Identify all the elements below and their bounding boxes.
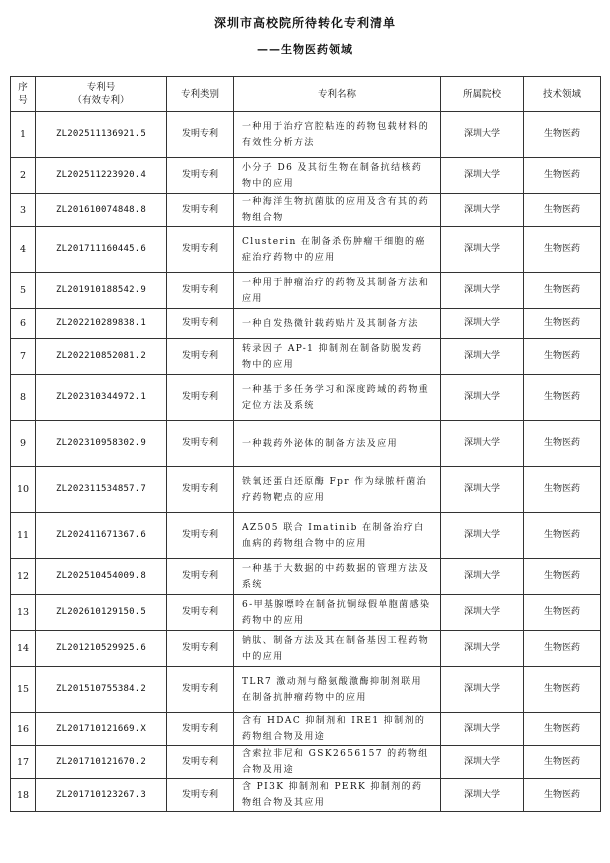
row-patent-no: ZL202411671367.6 bbox=[36, 513, 167, 559]
row-category: 发明专利 bbox=[167, 158, 234, 194]
row-field: 生物医药 bbox=[524, 194, 601, 227]
row-patent-no: ZL202310958302.9 bbox=[36, 421, 167, 467]
row-category: 发明专利 bbox=[167, 746, 234, 779]
row-seq: 7 bbox=[11, 339, 36, 375]
row-patent-name: Clusterin 在制备杀伤肿瘤干细胞的癌症治疗药物中的应用 bbox=[234, 227, 441, 273]
row-seq: 10 bbox=[11, 467, 36, 513]
table-header-row bbox=[11, 77, 601, 112]
row-patent-no: ZL202210289838.1 bbox=[36, 309, 167, 339]
row-institution: 深圳大学 bbox=[441, 667, 524, 713]
row-seq: 16 bbox=[11, 713, 36, 746]
row-institution: 深圳大学 bbox=[441, 227, 524, 273]
row-field: 生物医药 bbox=[524, 112, 601, 158]
row-patent-no: ZL201710121669.X bbox=[36, 713, 167, 746]
row-field: 生物医药 bbox=[524, 667, 601, 713]
row-seq: 5 bbox=[11, 273, 36, 309]
row-field: 生物医药 bbox=[524, 273, 601, 309]
row-institution: 深圳大学 bbox=[441, 779, 524, 812]
row-patent-name: AZ505 联合 Imatinib 在制备治疗白血病的药物组合物中的应用 bbox=[234, 513, 441, 559]
row-seq: 18 bbox=[11, 779, 36, 812]
row-seq: 15 bbox=[11, 667, 36, 713]
table-row bbox=[11, 559, 601, 595]
table-row bbox=[11, 227, 601, 273]
row-patent-name: TLR7 激动剂与酪氨酸激酶抑制剂联用在制备抗肿瘤药物中的应用 bbox=[234, 667, 441, 713]
table-row bbox=[11, 112, 601, 158]
row-category: 发明专利 bbox=[167, 375, 234, 421]
row-patent-no: ZL201710123267.3 bbox=[36, 779, 167, 812]
row-patent-no: ZL201610074848.8 bbox=[36, 194, 167, 227]
table-row bbox=[11, 746, 601, 779]
row-patent-name: 一种载药外泌体的制备方法及应用 bbox=[234, 421, 441, 467]
row-field: 生物医药 bbox=[524, 309, 601, 339]
row-seq: 6 bbox=[11, 309, 36, 339]
header-seq: 序号 bbox=[11, 77, 36, 112]
row-patent-no: ZL202510454009.8 bbox=[36, 559, 167, 595]
row-seq: 3 bbox=[11, 194, 36, 227]
table-row bbox=[11, 158, 601, 194]
row-institution: 深圳大学 bbox=[441, 375, 524, 421]
row-patent-no: ZL202310344972.1 bbox=[36, 375, 167, 421]
row-patent-name: 一种用于治疗宫腔粘连的药物包载材料的有效性分析方法 bbox=[234, 112, 441, 158]
row-category: 发明专利 bbox=[167, 339, 234, 375]
row-patent-no: ZL202311534857.7 bbox=[36, 467, 167, 513]
row-seq: 12 bbox=[11, 559, 36, 595]
row-seq: 4 bbox=[11, 227, 36, 273]
table-row bbox=[11, 631, 601, 667]
table-row bbox=[11, 309, 601, 339]
row-patent-no: ZL201710121670.2 bbox=[36, 746, 167, 779]
table-row bbox=[11, 595, 601, 631]
header-institution: 所属院校 bbox=[441, 77, 524, 112]
row-category: 发明专利 bbox=[167, 513, 234, 559]
row-institution: 深圳大学 bbox=[441, 631, 524, 667]
row-field: 生物医药 bbox=[524, 227, 601, 273]
row-category: 发明专利 bbox=[167, 112, 234, 158]
row-institution: 深圳大学 bbox=[441, 595, 524, 631]
table-row bbox=[11, 513, 601, 559]
row-category: 发明专利 bbox=[167, 667, 234, 713]
header-field: 技术领域 bbox=[524, 77, 601, 112]
row-patent-no: ZL202210852081.2 bbox=[36, 339, 167, 375]
row-institution: 深圳大学 bbox=[441, 273, 524, 309]
row-category: 发明专利 bbox=[167, 194, 234, 227]
row-institution: 深圳大学 bbox=[441, 713, 524, 746]
row-institution: 深圳大学 bbox=[441, 194, 524, 227]
table-row bbox=[11, 273, 601, 309]
row-patent-name: 一种自发热微针载药贴片及其制备方法 bbox=[234, 309, 441, 339]
row-institution: 深圳大学 bbox=[441, 559, 524, 595]
row-seq: 8 bbox=[11, 375, 36, 421]
table-row bbox=[11, 467, 601, 513]
row-patent-no: ZL201510755384.2 bbox=[36, 667, 167, 713]
row-category: 发明专利 bbox=[167, 713, 234, 746]
row-patent-name: 一种用于肿瘤治疗的药物及其制备方法和应用 bbox=[234, 273, 441, 309]
row-patent-name: 6-甲基腺嘌呤在制备抗铜绿假单胞菌感染药物中的应用 bbox=[234, 595, 441, 631]
row-institution: 深圳大学 bbox=[441, 467, 524, 513]
table-row bbox=[11, 713, 601, 746]
table-row bbox=[11, 667, 601, 713]
row-field: 生物医药 bbox=[524, 467, 601, 513]
row-category: 发明专利 bbox=[167, 595, 234, 631]
row-field: 生物医药 bbox=[524, 631, 601, 667]
header-category: 专利类别 bbox=[167, 77, 234, 112]
row-field: 生物医药 bbox=[524, 421, 601, 467]
row-patent-no: ZL202511223920.4 bbox=[36, 158, 167, 194]
row-patent-name: 一种基于大数据的中药数据的管理方法及系统 bbox=[234, 559, 441, 595]
row-patent-name: 一种基于多任务学习和深度跨域的药物重定位方法及系统 bbox=[234, 375, 441, 421]
row-seq: 1 bbox=[11, 112, 36, 158]
row-patent-name: 含有 HDAC 抑制剂和 IRE1 抑制剂的药物组合物及用途 bbox=[234, 713, 441, 746]
row-category: 发明专利 bbox=[167, 559, 234, 595]
row-patent-name: 一种海洋生物抗菌肽的应用及含有其的药物组合物 bbox=[234, 194, 441, 227]
row-patent-no: ZL201910188542.9 bbox=[36, 273, 167, 309]
row-seq: 17 bbox=[11, 746, 36, 779]
row-field: 生物医药 bbox=[524, 779, 601, 812]
row-field: 生物医药 bbox=[524, 513, 601, 559]
row-institution: 深圳大学 bbox=[441, 309, 524, 339]
row-category: 发明专利 bbox=[167, 631, 234, 667]
row-patent-name: 含索拉非尼和 GSK2656157 的药物组合物及用途 bbox=[234, 746, 441, 779]
header-name: 专利名称 bbox=[234, 77, 441, 112]
row-patent-no: ZL201711160445.6 bbox=[36, 227, 167, 273]
patent-table bbox=[10, 76, 601, 812]
table-row bbox=[11, 339, 601, 375]
row-institution: 深圳大学 bbox=[441, 112, 524, 158]
row-patent-name: 铁氧还蛋白还原酶 Fpr 作为绿脓杆菌治疗药物靶点的应用 bbox=[234, 467, 441, 513]
header-patent-no-sub: （有效专利） bbox=[72, 95, 130, 106]
row-category: 发明专利 bbox=[167, 421, 234, 467]
row-field: 生物医药 bbox=[524, 713, 601, 746]
row-category: 发明专利 bbox=[167, 309, 234, 339]
row-patent-name: 钠肽、制备方法及其在制备基因工程药物中的应用 bbox=[234, 631, 441, 667]
row-patent-no: ZL202610129150.5 bbox=[36, 595, 167, 631]
row-field: 生物医药 bbox=[524, 158, 601, 194]
row-patent-name: 含 PI3K 抑制剂和 PERK 抑制剂的药物组合物及其应用 bbox=[234, 779, 441, 812]
row-institution: 深圳大学 bbox=[441, 158, 524, 194]
row-seq: 9 bbox=[11, 421, 36, 467]
table-row bbox=[11, 779, 601, 812]
row-field: 生物医药 bbox=[524, 595, 601, 631]
row-patent-name: 转录因子 AP-1 抑制剂在制备防脱发药物中的应用 bbox=[234, 339, 441, 375]
row-category: 发明专利 bbox=[167, 467, 234, 513]
row-category: 发明专利 bbox=[167, 779, 234, 812]
row-seq: 2 bbox=[11, 158, 36, 194]
row-seq: 11 bbox=[11, 513, 36, 559]
table-row bbox=[11, 194, 601, 227]
row-patent-no: ZL202511136921.5 bbox=[36, 112, 167, 158]
table-row bbox=[11, 375, 601, 421]
row-seq: 13 bbox=[11, 595, 36, 631]
row-seq: 14 bbox=[11, 631, 36, 667]
document-title: 深圳市高校院所待转化专利清单 bbox=[213, 16, 396, 30]
row-institution: 深圳大学 bbox=[441, 513, 524, 559]
table-row bbox=[11, 421, 601, 467]
row-category: 发明专利 bbox=[167, 227, 234, 273]
header-patent-no-label: 专利号 bbox=[86, 82, 116, 93]
row-field: 生物医药 bbox=[524, 339, 601, 375]
document-subtitle: ——生物医药领域 bbox=[257, 43, 353, 56]
row-institution: 深圳大学 bbox=[441, 339, 524, 375]
row-field: 生物医药 bbox=[524, 559, 601, 595]
row-patent-no: ZL201210529925.6 bbox=[36, 631, 167, 667]
row-patent-name: 小分子 D6 及其衍生物在制备抗结核药物中的应用 bbox=[234, 158, 441, 194]
row-field: 生物医药 bbox=[524, 746, 601, 779]
row-institution: 深圳大学 bbox=[441, 421, 524, 467]
row-institution: 深圳大学 bbox=[441, 746, 524, 779]
header-patent-no bbox=[36, 77, 167, 112]
row-category: 发明专利 bbox=[167, 273, 234, 309]
row-field: 生物医药 bbox=[524, 375, 601, 421]
